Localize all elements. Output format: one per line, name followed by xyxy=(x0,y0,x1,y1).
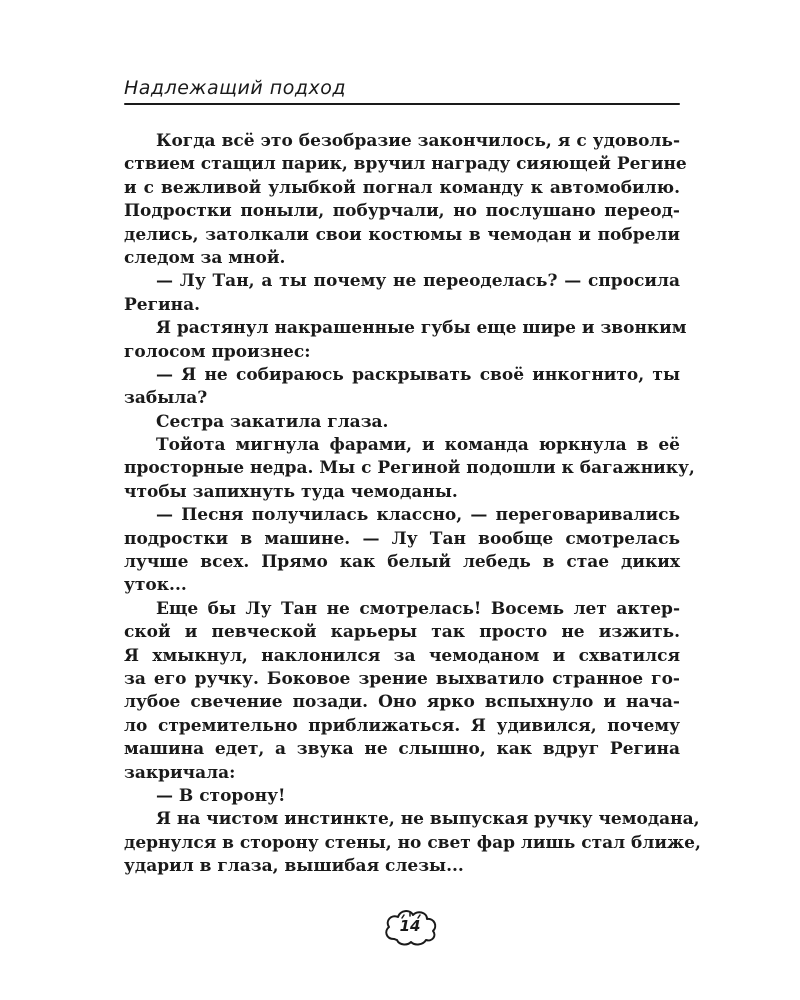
text-line: ло стремительно приближаться. Я удивился, почему xyxy=(124,715,680,736)
running-head xyxy=(124,76,684,105)
text-line: — Лу Тан, а ты почему не переоделась? — спросила xyxy=(156,271,680,292)
page-number-badge xyxy=(380,905,440,949)
text-line: забыла? xyxy=(124,388,208,409)
text-line: — В сторону! xyxy=(156,785,286,806)
text-line: уток... xyxy=(124,575,187,596)
text-line: Подростки поныли, побурчали, но послушано переод- xyxy=(124,201,680,222)
text-line: Я хмыкнул, наклонился за чемоданом и схватился xyxy=(124,645,680,666)
text-line: следом за мной. xyxy=(124,247,286,268)
text-line: Еще бы Лу Тан не смотрелась! Восемь лет актер- xyxy=(156,598,680,619)
text-line: делись, затолкали свои костюмы в чемодан и побрели xyxy=(124,224,680,245)
text-line: — Песня получилась классно, — переговаривались xyxy=(156,505,680,526)
body-text xyxy=(124,130,701,879)
running-head-rule xyxy=(124,103,680,105)
text-line: лубое свечение позади. Оно ярко вспыхнуло и нача- xyxy=(124,692,680,713)
running-head-title: Надлежащий подход xyxy=(124,77,346,99)
text-line: машина едет, а звука не слышно, как вдруг Регина xyxy=(124,739,680,760)
text-line: и с вежливой улыбкой погнал команду к автомобилю. xyxy=(124,177,680,198)
text-line: Когда всё это безобразие закончилось, я с удоволь- xyxy=(156,131,680,151)
text-line: Я растянул накрашенные губы еще шире и звонким xyxy=(156,318,687,339)
text-line: ской и певческой карьеры так просто не изжить. xyxy=(124,622,680,643)
text-line: за его ручку. Боковое зрение выхватило странное го- xyxy=(124,668,680,689)
text-line: — Я не собираюсь раскрывать своё инкогнито, ты xyxy=(156,364,680,385)
text-line: Регина. xyxy=(124,294,201,315)
text-line: чтобы запихнуть туда чемоданы. xyxy=(124,481,458,502)
text-line: дернулся в сторону стены, но свет фар лишь стал ближе, xyxy=(124,832,701,853)
text-line: Я на чистом инстинкте, не выпуская ручку чемодана, xyxy=(156,809,700,830)
text-line: Сестра закатила глаза. xyxy=(156,411,389,432)
text-line: Тойота мигнула фарами, и команда юркнула в её xyxy=(156,435,680,456)
text-line: закричала: xyxy=(124,762,236,783)
text-line: ствием стащил парик, вручил награду сияющей Регине xyxy=(124,154,687,175)
text-line: подростки в машине. — Лу Тан вообще смотрелась xyxy=(124,528,680,549)
text-line: просторные недра. Мы с Региной подошли к багажнику, xyxy=(124,458,695,479)
text-line: ударил в глаза, вышибая слезы... xyxy=(124,856,464,877)
text-line: голосом произнес: xyxy=(124,341,311,362)
page-number: 14 xyxy=(399,917,421,935)
text-line: лучше всех. Прямо как белый лебедь в стае диких xyxy=(124,552,680,573)
